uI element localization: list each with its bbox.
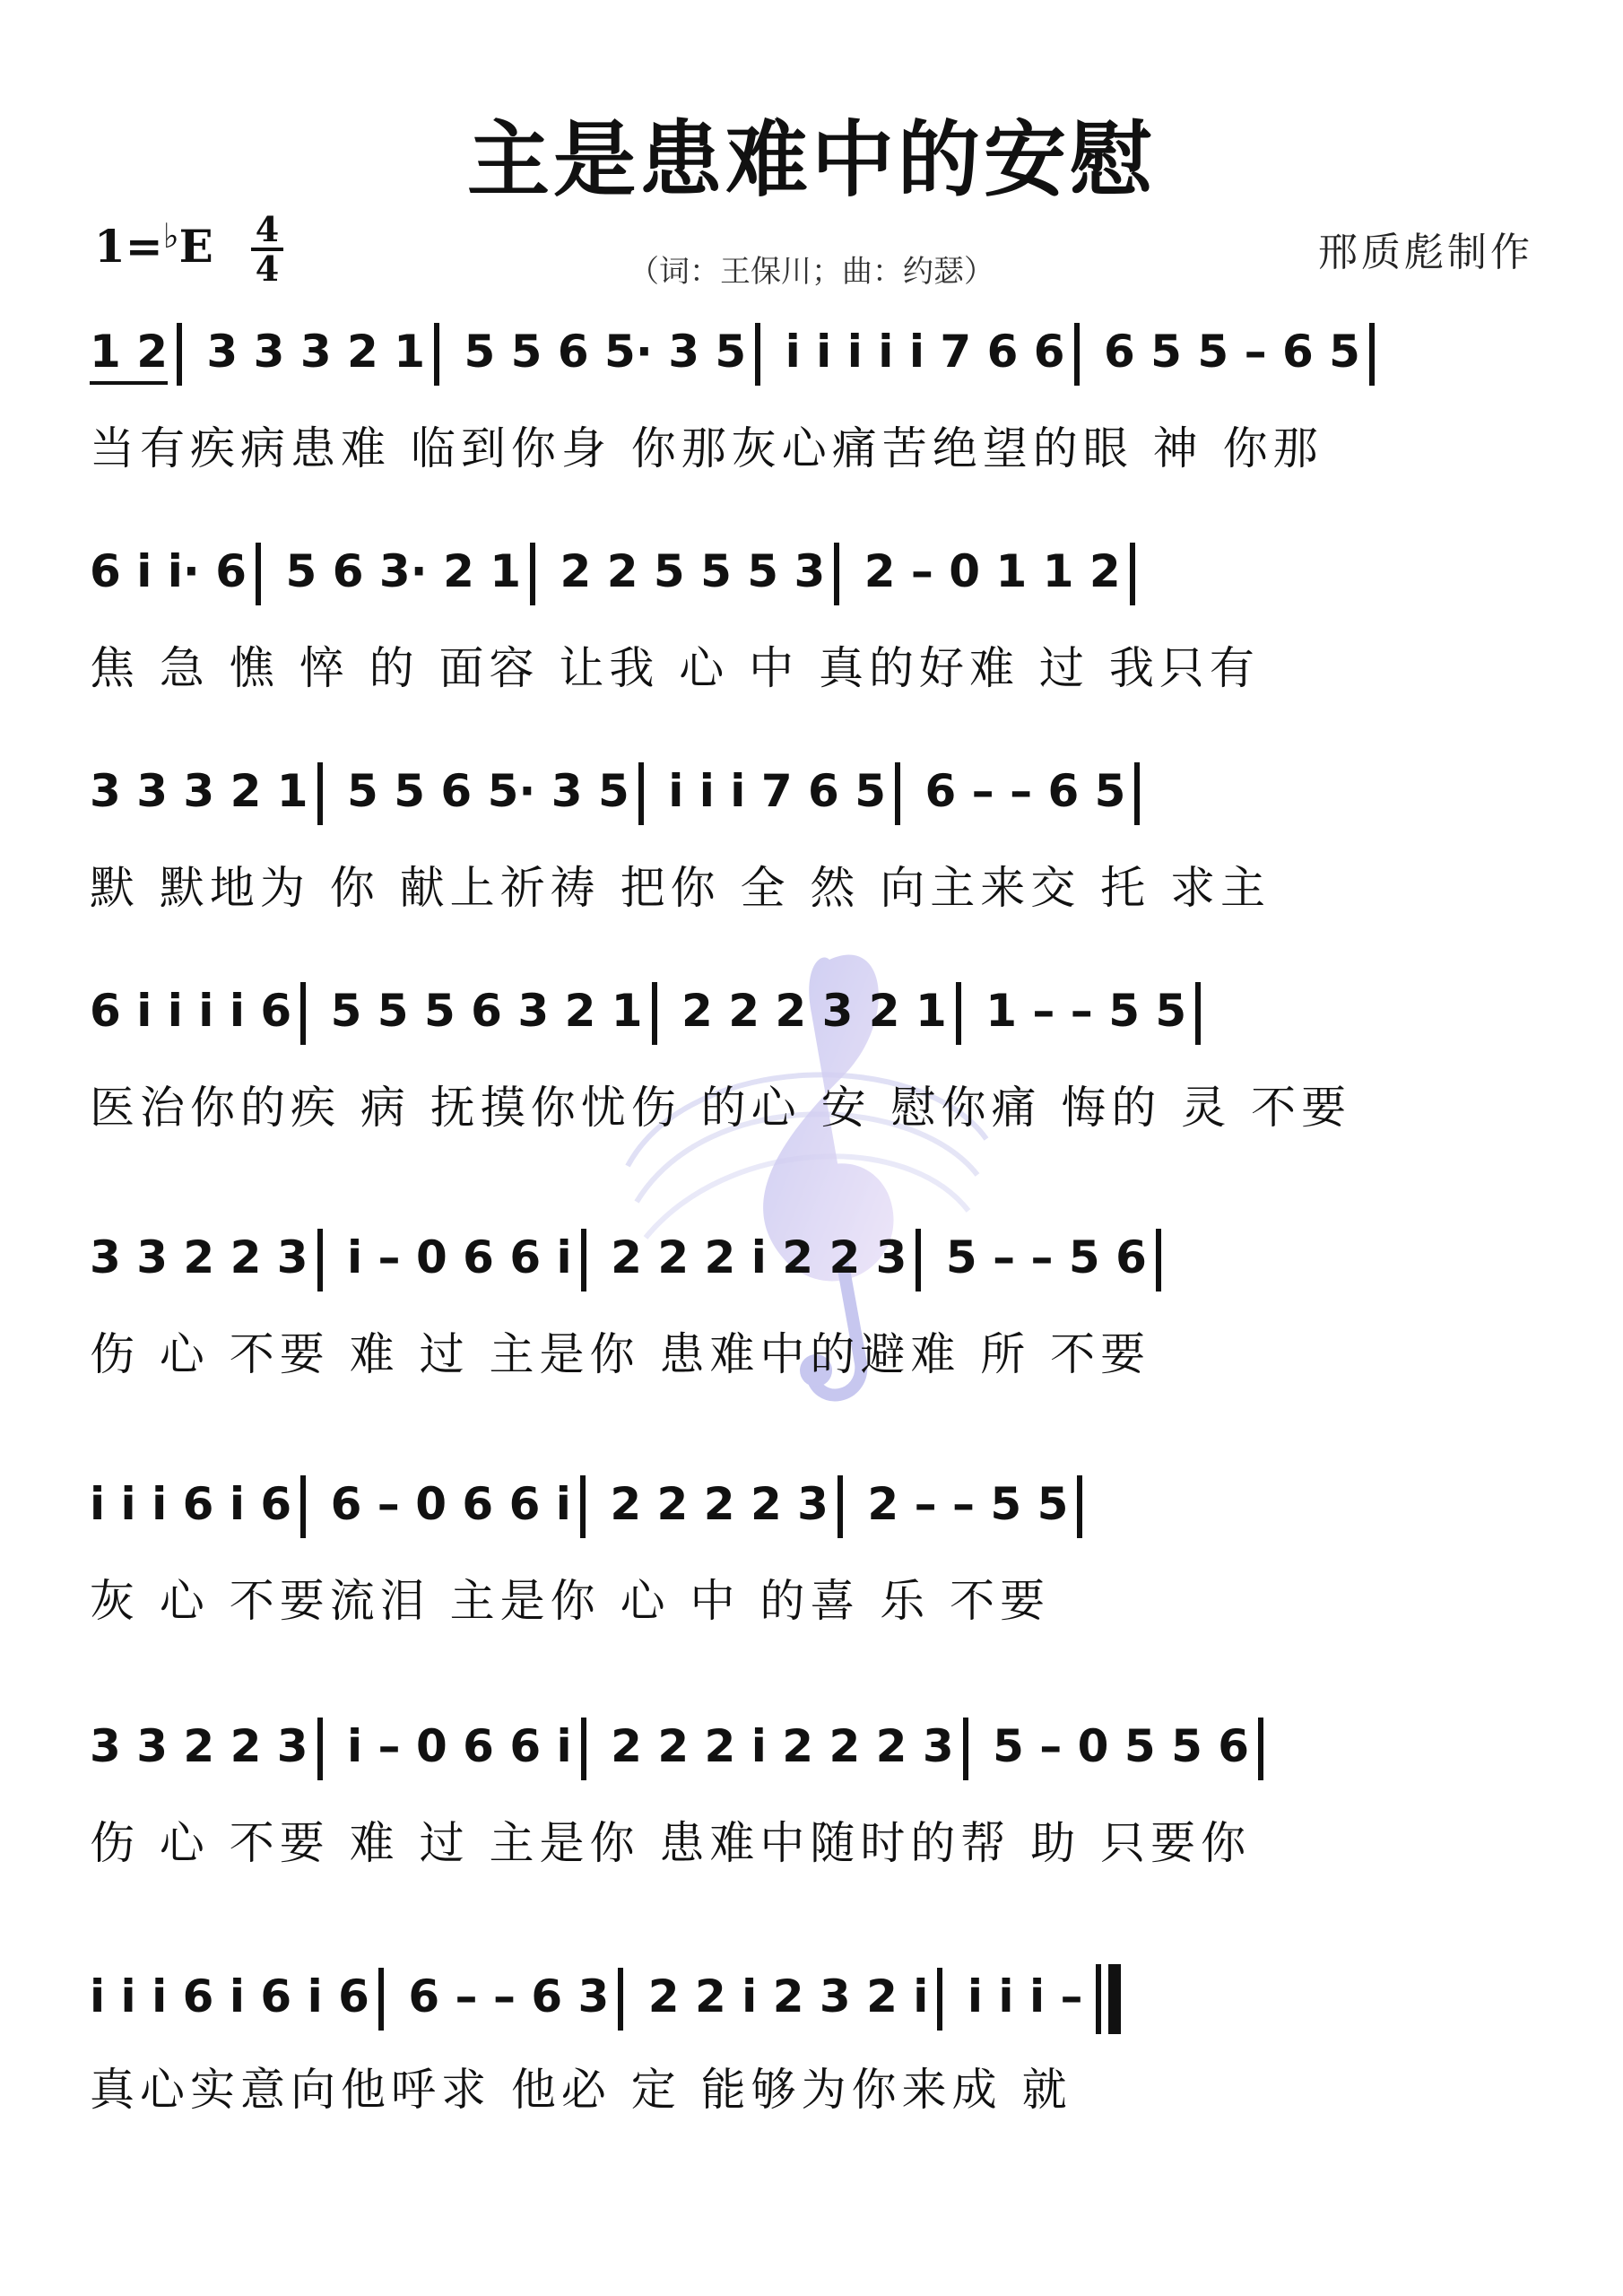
notation-line (90, 323, 1533, 422)
lyrics-line: 当有疾病患难 临到你身 你那灰心痛苦绝望的眼 神 你那 (90, 422, 1324, 474)
measure: 2 2 2 i 2 2 3 (611, 1231, 907, 1283)
measure: 6 i i· 6 (90, 544, 247, 597)
lyrics-line: 伤 心 不要 难 过 主是你 患难中随时的帮 助 只要你 (90, 1817, 1252, 1869)
credits: （词：王保川；曲：约瑟） (629, 254, 994, 290)
notation-line (90, 982, 1533, 1081)
measure: 2 – – 5 5 (867, 1477, 1069, 1530)
maker-credit: 邢质彪制作 (1318, 230, 1533, 275)
notation-line (90, 762, 1533, 861)
lyrics-line: 默 默地为 你 献上祈祷 把你 全 然 向主来交 托 求主 (90, 862, 1271, 914)
measure: i i i 6 i 6 i 6 (90, 1970, 369, 2022)
measure: 2 – 0 1 1 2 (864, 544, 1121, 597)
lyrics-line: 灰 心 不要流泪 主是你 心 中 的喜 乐 不要 (90, 1575, 1051, 1627)
measure: 6 – 0 6 6 i (330, 1477, 571, 1530)
measure: i i i 7 6 5 (668, 764, 887, 817)
notation-line (90, 1229, 1533, 1327)
measure: 2 2 2 i 2 2 2 3 (611, 1719, 954, 1772)
flat-icon: ♭ (162, 215, 179, 256)
lyrics-line: 医治你的疾 病 抚摸你忧伤 的心 安 慰你痛 悔的 灵 不要 (90, 1082, 1352, 1134)
lyrics-line: 真心实意向他呼求 他必 定 能够为你来成 就 (90, 2064, 1072, 2116)
measure: 1 – – 5 5 (985, 984, 1187, 1037)
measure: 6 5 5 – 6 5 (1103, 325, 1360, 378)
measure: i – 0 6 6 i (347, 1231, 572, 1283)
measure: 2 2 i 2 3 2 i (647, 1970, 929, 2022)
notation-line (90, 1475, 1533, 1574)
measure: 2 2 5 5 5 3 (560, 544, 826, 597)
measure: 1 2 (90, 326, 168, 385)
notation-line (90, 1964, 1533, 2063)
measure: i i i – (967, 1970, 1083, 2022)
measure: 5 5 6 5· 3 5 (347, 764, 629, 817)
final-barline (1096, 1964, 1101, 2034)
measure: i i i i i 7 6 6 (785, 325, 1065, 378)
notation-line (90, 1718, 1533, 1816)
measure: 3 3 2 2 3 (90, 1231, 308, 1283)
measure: 6 – – 6 3 (408, 1970, 610, 2022)
time-signature-bottom: 4 (255, 248, 280, 289)
measure: 5 5 5 6 3 2 1 (330, 984, 643, 1037)
measure: i – 0 6 6 i (347, 1719, 572, 1772)
measure: 6 – – 6 5 (924, 764, 1126, 817)
time-signature-top: 4 (255, 209, 280, 249)
measure: 3 3 3 2 1 (206, 325, 426, 378)
measure: 3 3 2 2 3 (90, 1719, 308, 1772)
measure: 2 2 2 2 3 (610, 1477, 829, 1530)
measure: 5 5 6 5· 3 5 (464, 325, 747, 378)
notation-line (90, 543, 1533, 641)
measure: 2 2 2 3 2 1 (681, 984, 947, 1037)
measure: 5 6 3· 2 1 (285, 544, 522, 597)
measure: 3 3 3 2 1 (90, 764, 308, 817)
measure: 5 – – 5 6 (945, 1231, 1147, 1283)
measure: 5 – 0 5 5 6 (993, 1719, 1250, 1772)
measure: 6 i i i i 6 (90, 984, 292, 1037)
lyrics-line: 焦 急 憔 悴 的 面容 让我 心 中 真的好难 过 我只有 (90, 642, 1260, 694)
key-signature: 1=♭E (94, 215, 213, 273)
song-title: 主是患难中的安慰 (466, 112, 1156, 208)
lyrics-line: 伤 心 不要 难 过 主是你 患难中的避难 所 不要 (90, 1328, 1151, 1380)
measure: i i i 6 i 6 (90, 1477, 292, 1530)
